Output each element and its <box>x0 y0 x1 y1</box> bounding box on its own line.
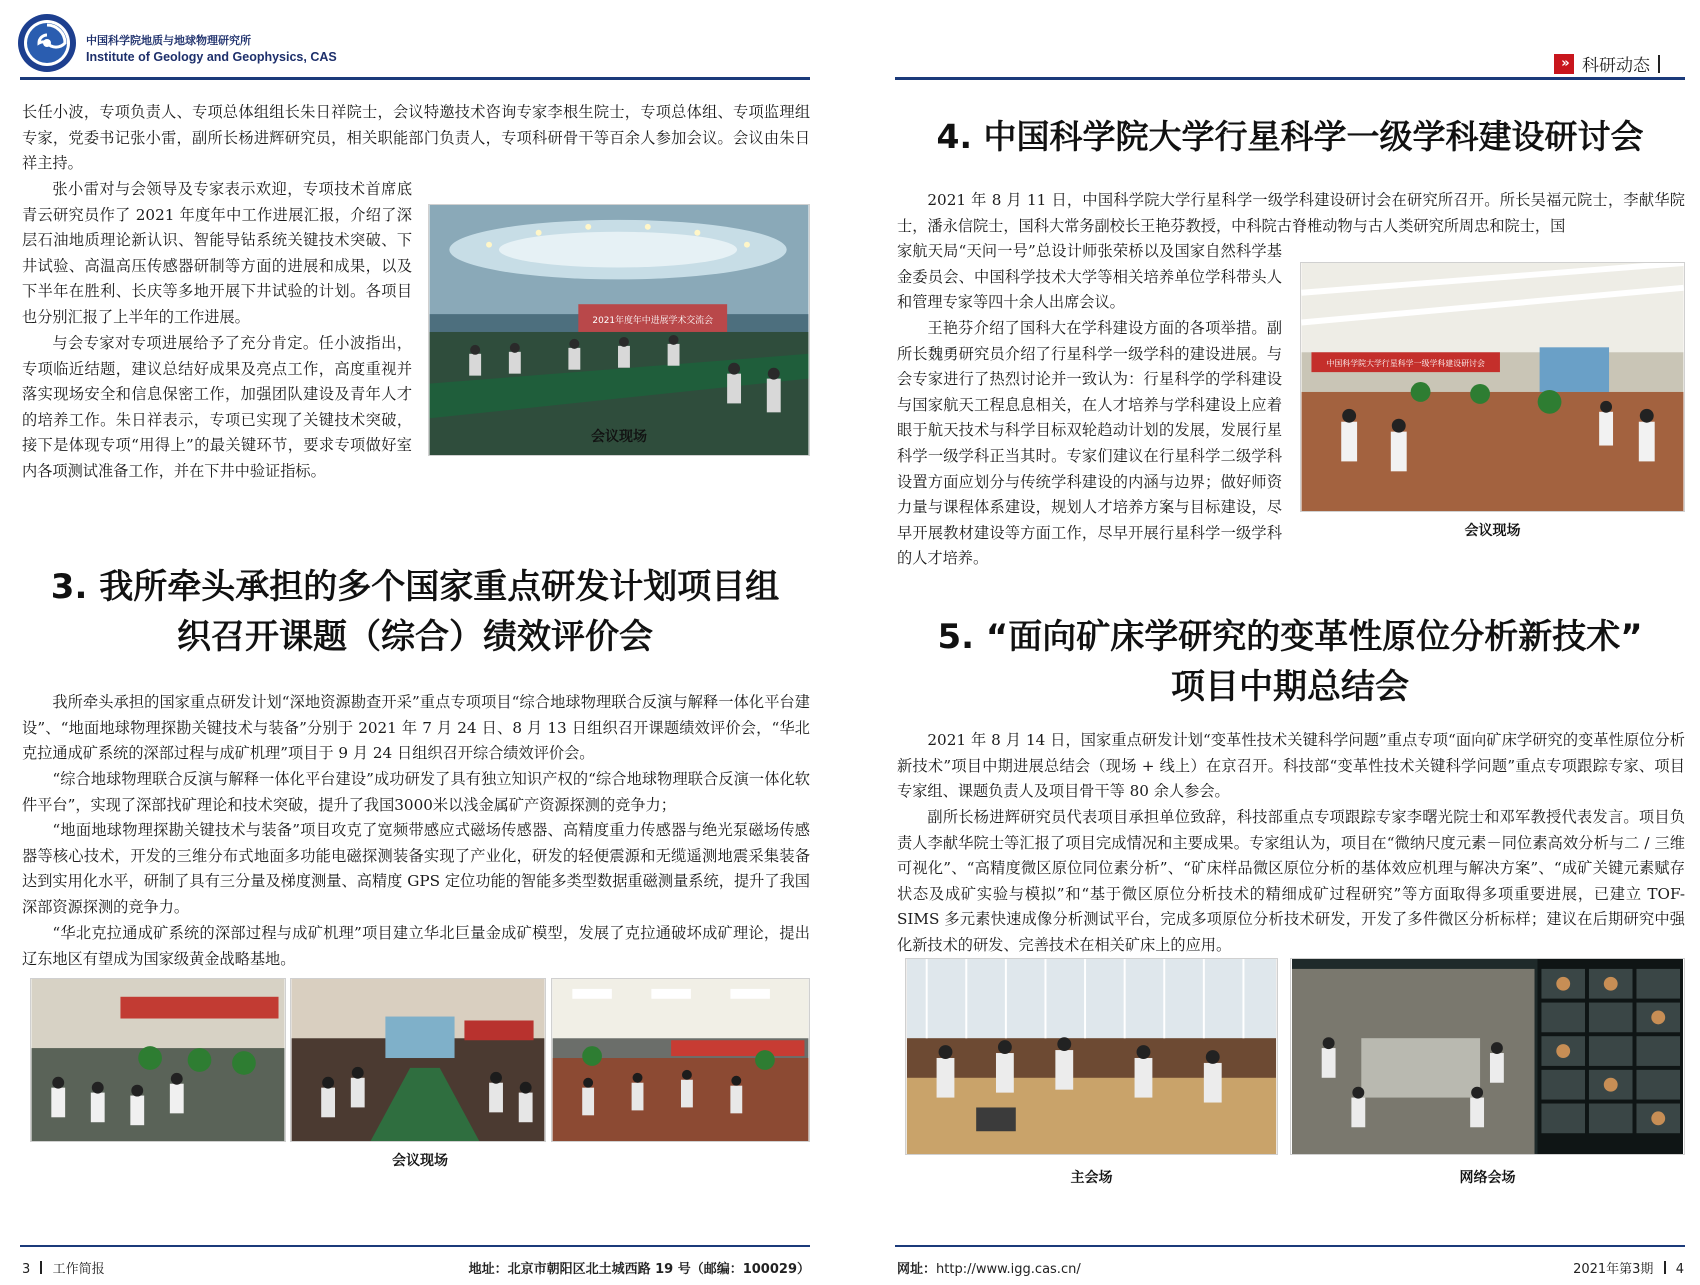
section-label: 科研动态 <box>1582 56 1650 76</box>
institute-logo-icon <box>16 12 78 74</box>
double-chevron-icon: » <box>1554 54 1574 74</box>
banner-text: 2021年度年中进展学术交流会 <box>592 316 714 327</box>
institute-name-cn: 中国科学院地质与地球物理研究所 <box>86 34 251 47</box>
section-3-paragraph-4: “华北克拉通成矿系统的深部过程与成矿机理”项目建立华北巨量金成矿模型，发展了克拉通破坏成矿理论，提出辽东地区有望成为国家级黄金战略基地。 <box>22 924 810 968</box>
section-4-title: 4. 中国科学院大学行星科学一级学科建设研讨会 <box>936 117 1644 156</box>
footer-right <box>1573 1258 1684 1277</box>
institute-name-en: Institute of Geology and Geophysics, CAS <box>86 50 337 64</box>
page-number: 3 <box>22 1262 31 1277</box>
section-3-paragraph-3: “地面地球物理探勘关键技术与装备”项目攻克了宽频带感应式磁场传感器、高精度重力传感器与绝光泵磁场传感器等核心技术，开发的三维分布式地面多功能电磁探测装备实现了产业化，研发的轻便震源和无缆遥测地震采集装备达到实用化水平，研制了具有三分量及梯度测量、高精度 GPS 定位功能的智能多类型数据重磁测量系统，提升了我国深部资源探测的竞争力。 <box>22 821 810 916</box>
paragraph-progress-report: 张小雷对与会领导及专家表示欢迎，专项技术首席底青云研究员作了 2021 年度年中工作进展汇报，介绍了深层石油地质理论新认识、智能导钻系统关键技术突破、下井试验、高温高压传感器研制等方面的进展和成果，以及下半年在胜利、长庆等多地开展下井试验的计划。各项目也分别汇报了上半年的工作进展。 <box>22 180 412 326</box>
footer-left <box>22 1258 105 1277</box>
footer-website: 网址：http://www.igg.cas.cn/ <box>897 1262 1081 1277</box>
banner-text: 中国科学院大学行星科学一级学科建设研讨会 <box>1326 359 1485 369</box>
publication-name: 工作简报 <box>52 1262 105 1277</box>
section-3-paragraph-2: “综合地球物理联合反演与解释一体化平台建设”成功研发了具有独立知识产权的“综合地球物理联合反演一体化软件平台”，实现了深部找矿理论和技术突破，提升了我国3000米以浅金属矿产资源探测的竞争力； <box>22 770 810 814</box>
right-page <box>850 0 1700 1285</box>
footer-rule <box>895 1245 1685 1247</box>
intro-paragraph: 长任小波，专项负责人、专项总体组组长朱日祥院士，会议特邀技术咨询专家李根生院士，专项总体组、专项监理组专家，党委书记张小雷，副所长杨进辉研究员，相关职能部门负责人，专项科研骨干等百余人参加会议。会议由朱日祥主持。 <box>22 103 810 173</box>
section-5-paragraph-2: 副所长杨进辉研究员代表项目承担单位致辞，科技部重点专项跟踪专家李曙光院士和邓军教授代表发言。项目负责人李献华院士等汇报了项目完成情况和主要成果。专家组认为，项目在“微纳尺度元素－同位素高效分析与二 / 三维可视化”、“高精度微区原位同位素分析”、“矿床样品微区原位分析的基体效应机理与解决方案”、“成矿关键元素赋存状态及成矿实验与模拟”和“基于微区原位分析技术的精细成矿过程研究”等方面取得多项重要进展，已建立 TOF-SIMS 多元素快速成像分析测试平台，完成多项原位分析技术研发，开发了多件微区分析标样；建议在后期研究中强化新技术的研发、完善技术在相关矿床上的应用。 <box>897 808 1685 954</box>
photos-caption: 会议现场 <box>392 1153 448 1169</box>
section-3-title-line-1: 3. 我所牵头承担的多个国家重点研发计划项目组 <box>50 567 780 607</box>
section-4-paragraph-1b: 家航天局“天问一号”总设计师张荣桥以及国家自然科学基金委员会、中国科学技术大学等相关培养单位学科带头人和管理专家等四十余人出席会议。 <box>897 242 1282 312</box>
section-4-paragraph-2: 王艳芬介绍了国科大在学科建设方面的各项举措。副所长魏勇研究员介绍了行星科学一级学科的建设进展。与会专家进行了热烈讨论并一致认为：行星科学的学科建设与国家航天工程息息相关，在人才培养与学科建设上应着眼于航天技术与科学目标双轮趋动计划的发展，发展行星科学一级学科正当其时。专家们建议在行星科学二级学科设置方面应划分与传统学科建设的内涵与边界；做好师资力量与课程体系建设，规划人才培养方案与目标建设，尽早开展教材建设等方面工作，尽早开展行星科学一级学科的人才培养。 <box>897 319 1282 568</box>
section-3-title-line-2: 织召开课题（综合）绩效评价会 <box>177 617 653 657</box>
meeting-photo <box>1300 262 1685 512</box>
paragraph-expert-comments: 与会专家对专项进展给予了充分肯定。任小波指出，专项临近结题，建议总结好成果及亮点工作，高度重视并落实现场安全和信息保密工作，加强团队建设及青年人才的培养工作。朱日祥表示，专项已实现了关键技术突破，接下是体现专项“用得上”的最关键环节，要求专项做好室内各项测试准备工作，并在下井中验证指标。 <box>22 334 412 480</box>
website-url[interactable]: http://www.igg.cas.cn/ <box>936 1262 1081 1277</box>
section-5-paragraph-1: 2021 年 8 月 14 日，国家重点研发计划“变革性技术关键科学问题”重点专项“面向矿床学研究的变革性原位分析新技术”项目中期进展总结会（现场 + 线上）在京召开。科技部“变革性技术关键科学问题”重点专项跟踪专家、项目专家组、课题负责人及项目骨干等 80 余人参会。 <box>897 731 1685 801</box>
main-venue-photo <box>905 958 1278 1155</box>
meeting-photo-1 <box>30 978 286 1142</box>
section-tag <box>1554 51 1660 76</box>
meeting-photo-2 <box>290 978 546 1142</box>
section-3-paragraph-1: 我所牵头承担的国家重点研发计划“深地资源勘查开采”重点专项项目“综合地球物理联合反演与解释一体化平台建设”、“地面地球物理探勘关键技术与装备”分别于 2021 年 7 月 24 日、8 月 13 日组织召开课题绩效评价会，“华北克拉通成矿系统的深部过程与成矿机理”项目于 9 月 24 日组织召开综合绩效评价会。 <box>22 693 810 763</box>
page-number: 4 <box>1675 1262 1684 1277</box>
meeting-photo <box>428 204 810 456</box>
photo-caption: 会议现场 <box>591 429 647 445</box>
footer-rule <box>20 1245 810 1247</box>
main-venue-caption: 主会场 <box>1070 1170 1113 1186</box>
online-venue-photo <box>1290 958 1685 1155</box>
issue-number: 2021年第3期 <box>1573 1262 1654 1277</box>
section-5-title-line-2: 项目中期总结会 <box>1171 667 1409 707</box>
photo-caption: 会议现场 <box>1464 523 1521 539</box>
header-rule <box>20 77 810 80</box>
meeting-photo-3 <box>551 978 810 1142</box>
section-5-title-line-1: 5. “面向矿床学研究的变革性原位分析新技术” <box>937 617 1643 657</box>
footer-address: 地址：北京市朝阳区北土城西路 19 号（邮编：100029） <box>468 1262 810 1277</box>
section-4-paragraph-1a: 2021 年 8 月 11 日，中国科学院大学行星科学一级学科建设研讨会在研究所召开。所长吴福元院士，李献华院士，潘永信院士，国科大常务副校长王艳芬教授，中科院古脊椎动物与古人类研究所周忠和院士，国 <box>897 191 1685 235</box>
online-venue-caption: 网络会场 <box>1459 1170 1516 1186</box>
header-rule <box>895 77 1685 80</box>
